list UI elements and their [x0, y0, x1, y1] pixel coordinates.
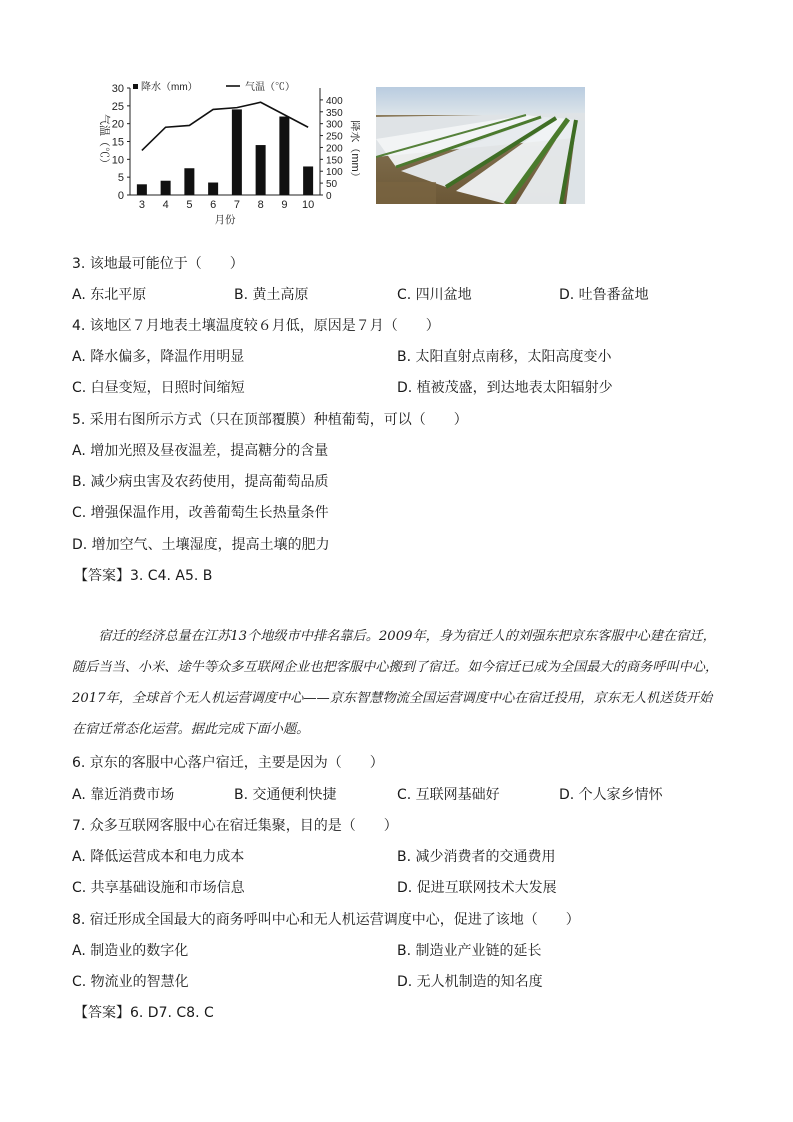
x-tick-label: 5	[186, 199, 193, 211]
question-4-stem: 4. 该地区７月地表土壤温度较６月低，原因是７月（ ）	[72, 318, 440, 334]
right-tick-label: 50	[326, 179, 338, 191]
precipitation-bar	[137, 184, 147, 195]
question-7-option-a: A. 降低运营成本和电力成本	[72, 849, 245, 865]
x-tick-label: 8	[257, 199, 264, 211]
question-7-option-b: B. 减少消费者的交通费用	[397, 849, 556, 865]
question-4-option-a: A. 降水偏多，降温作用明显	[72, 349, 245, 365]
climate-chart-svg	[90, 78, 360, 230]
right-tick-label: 200	[326, 143, 343, 155]
question-7-option-c: C. 共享基础设施和市场信息	[72, 880, 245, 896]
question-8-stem: 8. 宿迁形成全国最大的商务呼叫中心和无人机运营调度中心，促进了该地（ ）	[72, 912, 580, 928]
right-axis-title: 降水（mm）	[349, 120, 360, 183]
left-tick-label: 25	[111, 100, 124, 113]
question-3-option-b: B. 黄土高原	[234, 287, 309, 303]
vineyard-greenhouse-photo	[376, 87, 585, 204]
question-4-option-c: C. 白昼变短，日照时间缩短	[72, 380, 245, 396]
answer-block-2	[74, 1003, 214, 1023]
left-tick-label: 5	[117, 172, 124, 185]
legend-temperature: 气温（℃）	[245, 82, 295, 93]
precipitation-bar	[208, 183, 218, 195]
x-axis-label: 月份	[214, 214, 236, 226]
question-7-stem: 7. 众多互联网客服中心在宿迁集聚，目的是（ ）	[72, 818, 398, 834]
right-tick-label: 100	[326, 167, 343, 179]
right-tick-label: 0	[326, 191, 332, 202]
legend-precipitation: 降水（mm）	[141, 82, 198, 93]
right-tick-label: 350	[326, 107, 343, 119]
right-tick-label: 250	[326, 131, 343, 143]
question-5-option-d: D. 增加空气、土壤湿度，提高土壤的肥力	[72, 537, 330, 553]
climate-chart	[90, 78, 360, 230]
right-tick-label: 150	[326, 155, 343, 167]
question-7-option-d: D. 促进互联网技术大发展	[397, 880, 557, 896]
precipitation-bar	[161, 181, 171, 195]
precipitation-bar	[184, 168, 194, 195]
left-tick-label: 20	[111, 118, 124, 131]
precipitation-bar	[232, 109, 242, 195]
question-5-option-a: A. 增加光照及昼夜温差，提高糖分的含量	[72, 443, 329, 459]
answer-text: 3. C4. A5. B	[130, 568, 213, 584]
question-8-option-c: C. 物流业的智慧化	[72, 974, 189, 990]
right-tick-label: 300	[326, 119, 343, 131]
question-8-option-b: B. 制造业产业链的延长	[397, 943, 542, 959]
legend-bar-swatch	[133, 84, 138, 89]
right-tick-label: 400	[326, 95, 343, 107]
question-3-stem: 3. 该地最可能位于（ ）	[72, 256, 244, 272]
answer-text: 6. D7. C8. C	[130, 1005, 214, 1021]
reading-passage: 宿迁的经济总量在江苏13个地级市中排名靠后。2009年，身为宿迁人的刘强东把京东客服中心建在宿迁，随后当当、小米、途牛等众多互联网企业也把客服中心搬到了宿迁。如今宿迁已成为全国最大的商务呼叫中心，2017年，全球首个无人机运营调度中心——京东智慧物流全国运营调度中心在宿迁投用，京东无人机送货开始在宿迁常态化运营。据此完成下面小题。	[72, 629, 719, 737]
left-axis-title: 气温（℃）	[98, 114, 110, 169]
precipitation-bar	[279, 117, 289, 195]
left-tick-label: 10	[111, 154, 124, 167]
question-8-option-d: D. 无人机制造的知名度	[397, 974, 543, 990]
left-tick-label: 15	[111, 136, 124, 149]
x-tick-label: 3	[138, 199, 145, 211]
x-tick-label: 7	[233, 199, 240, 211]
question-6-option-d: D. 个人家乡情怀	[559, 787, 663, 803]
question-4-option-b: B. 太阳直射点南移，太阳高度变小	[397, 349, 612, 365]
question-5-option-b: B. 减少病虫害及农药使用，提高葡萄品质	[72, 474, 329, 490]
question-4-option-d: D. 植被茂盛，到达地表太阳辐射少	[397, 380, 613, 396]
question-3-option-a: A. 东北平原	[72, 287, 147, 303]
left-tick-label: 30	[111, 83, 124, 95]
left-tick-label: 0	[117, 190, 124, 202]
x-tick-label: 6	[210, 199, 217, 211]
answer-tag: 【答案】	[74, 1005, 130, 1021]
x-tick-label: 10	[302, 199, 315, 211]
answer-tag: 【答案】	[74, 568, 130, 584]
precipitation-bar	[256, 145, 266, 195]
question-6-option-c: C. 互联网基础好	[397, 787, 500, 803]
answer-block-1	[74, 566, 212, 586]
question-5-stem: 5. 采用右图所示方式（只在顶部覆膜）种植葡萄，可以（ ）	[72, 412, 468, 428]
question-5-option-c: C. 增强保温作用，改善葡萄生长热量条件	[72, 505, 329, 521]
question-6-stem: 6. 京东的客服中心落户宿迁，主要是因为（ ）	[72, 755, 384, 771]
question-6-option-a: A. 靠近消费市场	[72, 787, 175, 803]
question-8-option-a: A. 制造业的数字化	[72, 943, 189, 959]
question-6-option-b: B. 交通便利快捷	[234, 787, 337, 803]
precipitation-bar	[303, 166, 313, 195]
x-tick-label: 4	[162, 199, 169, 211]
question-3-option-d: D. 吐鲁番盆地	[559, 287, 649, 303]
x-tick-label: 9	[281, 199, 288, 211]
question-3-option-c: C. 四川盆地	[397, 287, 472, 303]
